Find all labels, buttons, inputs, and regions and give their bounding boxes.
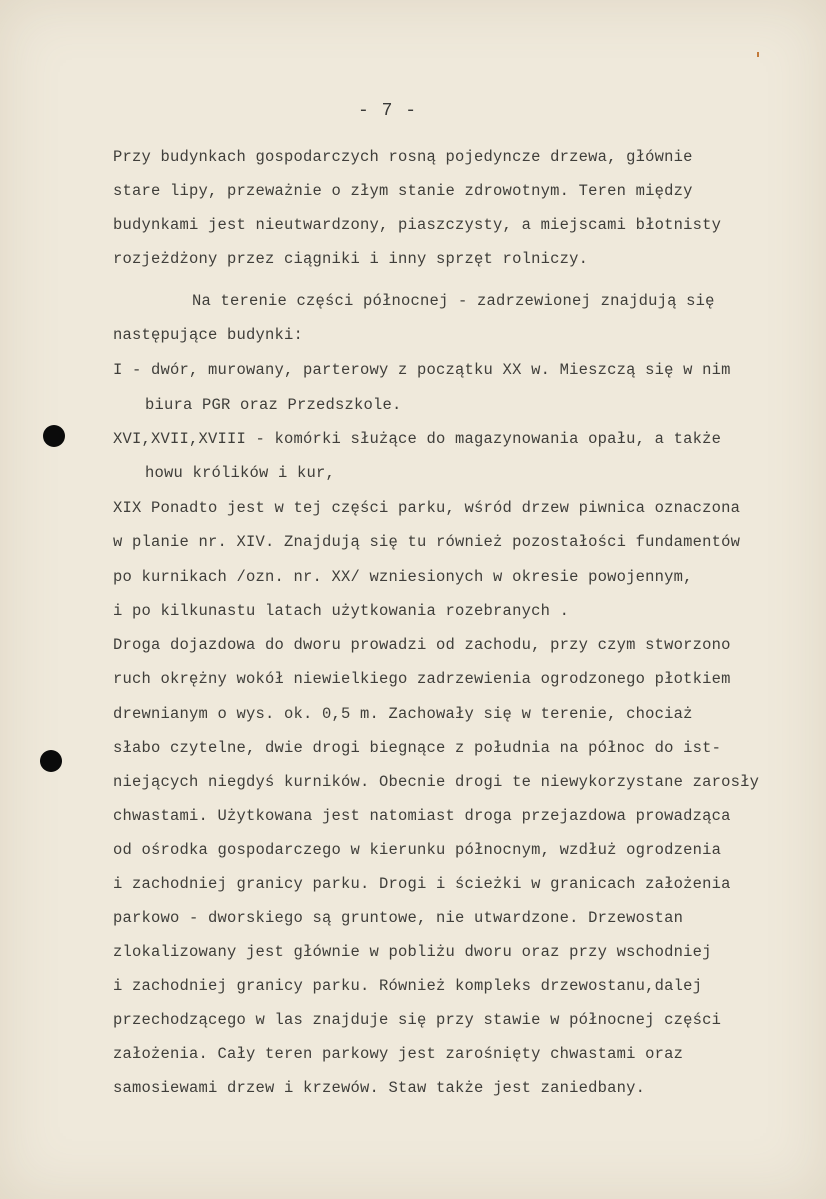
text-line: i po kilkunastu latach użytkowania rozebranych .: [113, 602, 570, 620]
punch-hole-top: [43, 425, 65, 447]
text-line: budynkami jest nieutwardzony, piaszczysty, a miejscami błotnisty: [113, 216, 722, 234]
text-line: Przy budynkach gospodarczych rosną pojedyncze drzewa, głównie: [113, 148, 693, 166]
text-line: założenia. Cały teren parkowy jest zarośnięty chwastami oraz: [113, 1045, 684, 1063]
text-line: howu królików i kur,: [145, 464, 336, 482]
text-line: Na terenie części północnej - zadrzewionej znajdują się: [192, 292, 715, 310]
text-line: od ośrodka gospodarczego w kierunku północnym, wzdłuż ogrodzenia: [113, 841, 722, 859]
text-line: I - dwór, murowany, parterowy z początku XX w. Mieszczą się w nim: [113, 361, 731, 379]
text-line: parkowo - dworskiego są gruntowe, nie utwardzone. Drzewostan: [113, 909, 684, 927]
text-line: i zachodniej granicy parku. Drogi i ścieżki w granicach założenia: [113, 875, 731, 893]
text-line: XVI,XVII,XVIII - komórki służące do magazynowania opału, a także: [113, 430, 722, 448]
punch-hole-bottom: [40, 750, 62, 772]
text-line: biura PGR oraz Przedszkole.: [145, 396, 402, 414]
text-line: rozjeżdżony przez ciągniki i inny sprzęt rolniczy.: [113, 250, 589, 268]
text-line: ruch okrężny wokół niewielkiego zadrzewienia ogrodzonego płotkiem: [113, 670, 731, 688]
text-line: Droga dojazdowa do dworu prowadzi od zachodu, przy czym stworzono: [113, 636, 731, 654]
text-line: w planie nr. XIV. Znajdują się tu również pozostałości fundamentów: [113, 533, 741, 551]
text-line: zlokalizowany jest głównie w pobliżu dworu oraz przy wschodniej: [113, 943, 712, 961]
text-line: samosiewami drzew i krzewów. Staw także jest zaniedbany.: [113, 1079, 646, 1097]
text-line: następujące budynki:: [113, 326, 304, 344]
text-line: XIX Ponadto jest w tej części parku, wśród drzew piwnica oznaczona: [113, 499, 741, 517]
text-line: przechodzącego w las znajduje się przy stawie w północnej części: [113, 1011, 722, 1029]
page-number: - 7 -: [358, 101, 418, 121]
text-line: drewnianym o wys. ok. 0,5 m. Zachowały się w terenie, chociaż: [113, 705, 693, 723]
text-line: niejących niegdyś kurników. Obecnie drogi te niewykorzystane zarosły: [113, 773, 760, 791]
text-line: i zachodniej granicy parku. Również kompleks drzewostanu,dalej: [113, 977, 703, 995]
text-line: stare lipy, przeważnie o złym stanie zdrowotnym. Teren między: [113, 182, 693, 200]
text-line: słabo czytelne, dwie drogi biegnące z południa na północ do ist-: [113, 739, 722, 757]
text-line: po kurnikach /ozn. nr. XX/ wzniesionych w okresie powojennym,: [113, 568, 693, 586]
text-line: chwastami. Użytkowana jest natomiast droga przejazdowa prowadząca: [113, 807, 731, 825]
paper-speck: [757, 52, 759, 57]
